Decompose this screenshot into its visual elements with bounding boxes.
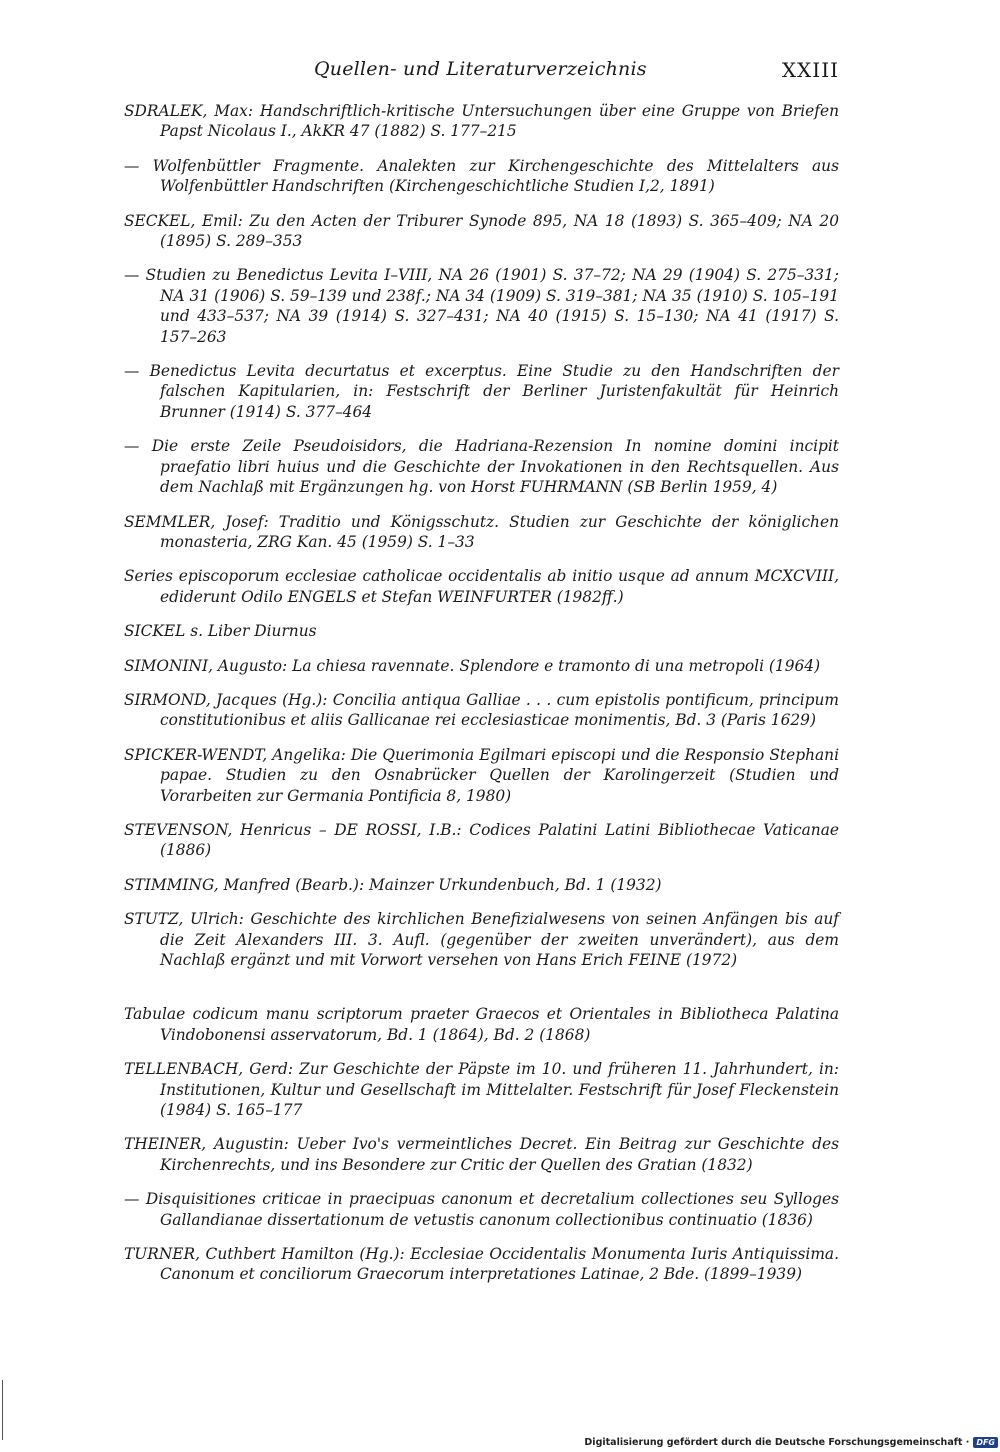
scan-margin-line (2, 1380, 3, 1440)
bibliography-entry: Tabulae codicum manu scriptorum praeter Graecos et Orientales in Bibliotheca Palatina Vindobonensi asservatorum, Bd. 1 (1864), Bd. 2 (1868) (124, 1005, 839, 1044)
dfg-logo-icon: DFG (973, 1437, 998, 1448)
bibliography-entry: SIMONINI, Augusto: La chiesa ravennate. Splendore e tramonto di una metropoli (1964) (124, 656, 821, 675)
bibliography-entry: TURNER, Cuthbert Hamilton (Hg.): Ecclesiae Occidentalis Monumenta Iuris Antiquissima. Canonum et conciliorum Graecorum interpretationes Latinae, 2 Bde. (1899–1939) (124, 1245, 839, 1284)
bibliography-entry: STIMMING, Manfred (Bearb.): Mainzer Urkundenbuch, Bd. 1 (1932) (124, 875, 662, 894)
digitization-notice (584, 1437, 998, 1448)
running-header (124, 58, 839, 88)
bibliography-entry: SEMMLER, Josef: Traditio und Königsschutz. Studien zur Geschichte der königlichen monasteria, ZRG Kan. 45 (1959) S. 1–33 (124, 512, 839, 551)
bibliography-entry: STUTZ, Ulrich: Geschichte des kirchlichen Benefizialwesens von seinen Anfängen bis auf die Zeit Alexanders III. 3. Aufl. (gegenüber der zweiten unverändert), aus dem Nachlaß ergänzt und mit Vorwort versehen von Hans Erich FEINE (1972) (124, 910, 839, 969)
page-number: XXIII (781, 58, 839, 82)
bibliography-entry: — Studien zu Benedictus Levita I–VIII, NA 26 (1901) S. 37–72; NA 29 (1904) S. 275–331; NA 31 (1906) S. 59–139 und 238f.; NA 34 (1909) S. 319–381; NA 35 (1910) S. 105–191 und 433–537; NA 39 (1914) S. 327–431; NA 40 (1915) S. 15–130; NA 41 (1917) S. 157–263 (124, 266, 839, 346)
digitization-notice-text: Digitalisierung gefördert durch die Deutsche Forschungsgemeinschaft · (584, 1437, 970, 1448)
bibliography-entry: SDRALEK, Max: Handschriftlich-kritische Untersuchungen über eine Gruppe von Briefen Papst Nicolaus I., AkKR 47 (1882) S. 177–215 (124, 102, 839, 141)
bibliography-entry: SPICKER-WENDT, Angelika: Die Querimonia Egilmari episcopi und die Responsio Stephani papae. Studien zu den Osnabrücker Quellen der Karolingerzeit (Studien und Vorarbeiten zur Germania Pontificia 8, 1980) (124, 745, 839, 805)
bibliography-entry: THEINER, Augustin: Ueber Ivo's vermeintliches Decret. Ein Beitrag zur Geschichte des Kirchenrechts, und ins Besondere zur Critic der Quellen des Gratian (1832) (124, 1135, 839, 1174)
bibliography-entry: — Disquisitiones criticae in praecipuas canonum et decretalium collectiones seu Sylloges Gallandianae dissertationum de vetustis canonum collectionibus continuatio (1836) (124, 1190, 839, 1229)
bibliography-entry: TELLENBACH, Gerd: Zur Geschichte der Päpste im 10. und früheren 11. Jahrhundert, in: Institutionen, Kultur und Gesellschaft im Mittelalter. Festschrift für Josef Fleckenstein (1984) S. 165–177 (124, 1060, 839, 1120)
bibliography-entry: SECKEL, Emil: Zu den Acten der Triburer Synode 895, NA 18 (1893) S. 365–409; NA 20 (1895) S. 289–353 (124, 211, 839, 251)
running-title: Quellen- und Literaturverzeichnis (314, 58, 647, 80)
bibliography-entry: — Benedictus Levita decurtatus et excerptus. Eine Studie zu den Handschriften der falschen Kapitularien, in: Festschrift der Berliner Juristenfakultät für Heinrich Brunner (1914) S. 377–464 (124, 362, 839, 421)
bibliography-entry: Series episcoporum ecclesiae catholicae occidentalis ab initio usque ad annum MCXCVIII, ediderunt Odilo ENGELS et Stefan WEINFURTER (1982ff.) (124, 567, 839, 606)
bibliography-entry: SICKEL s. Liber Diurnus (124, 622, 317, 641)
bibliography-entry: — Wolfenbüttler Fragmente. Analekten zur Kirchengeschichte des Mittelalters aus Wolfenbüttler Handschriften (Kirchengeschichtliche Studien I,2, 1891) (124, 156, 839, 196)
bibliography-entry: STEVENSON, Henricus – DE ROSSI, I.B.: Codices Palatini Latini Bibliothecae Vaticanae (1886) (124, 820, 839, 860)
bibliography-entry: SIRMOND, Jacques (Hg.): Concilia antiqua Galliae . . . cum epistolis pontificum, principum constitutionibus et aliis Gallicanae rei ecclesiasticae monimentis, Bd. 3 (Paris 1629) (124, 690, 839, 730)
bibliography-entry: — Die erste Zeile Pseudoisidors, die Hadriana-Rezension In nomine domini incipit praefatio libri huius und die Geschichte der Invokationen in den Rechtsquellen. Aus dem Nachlaß mit Ergänzungen hg. von Horst FUHRMANN (SB Berlin 1959, 4) (124, 437, 839, 497)
bibliography-list (124, 101, 839, 1299)
